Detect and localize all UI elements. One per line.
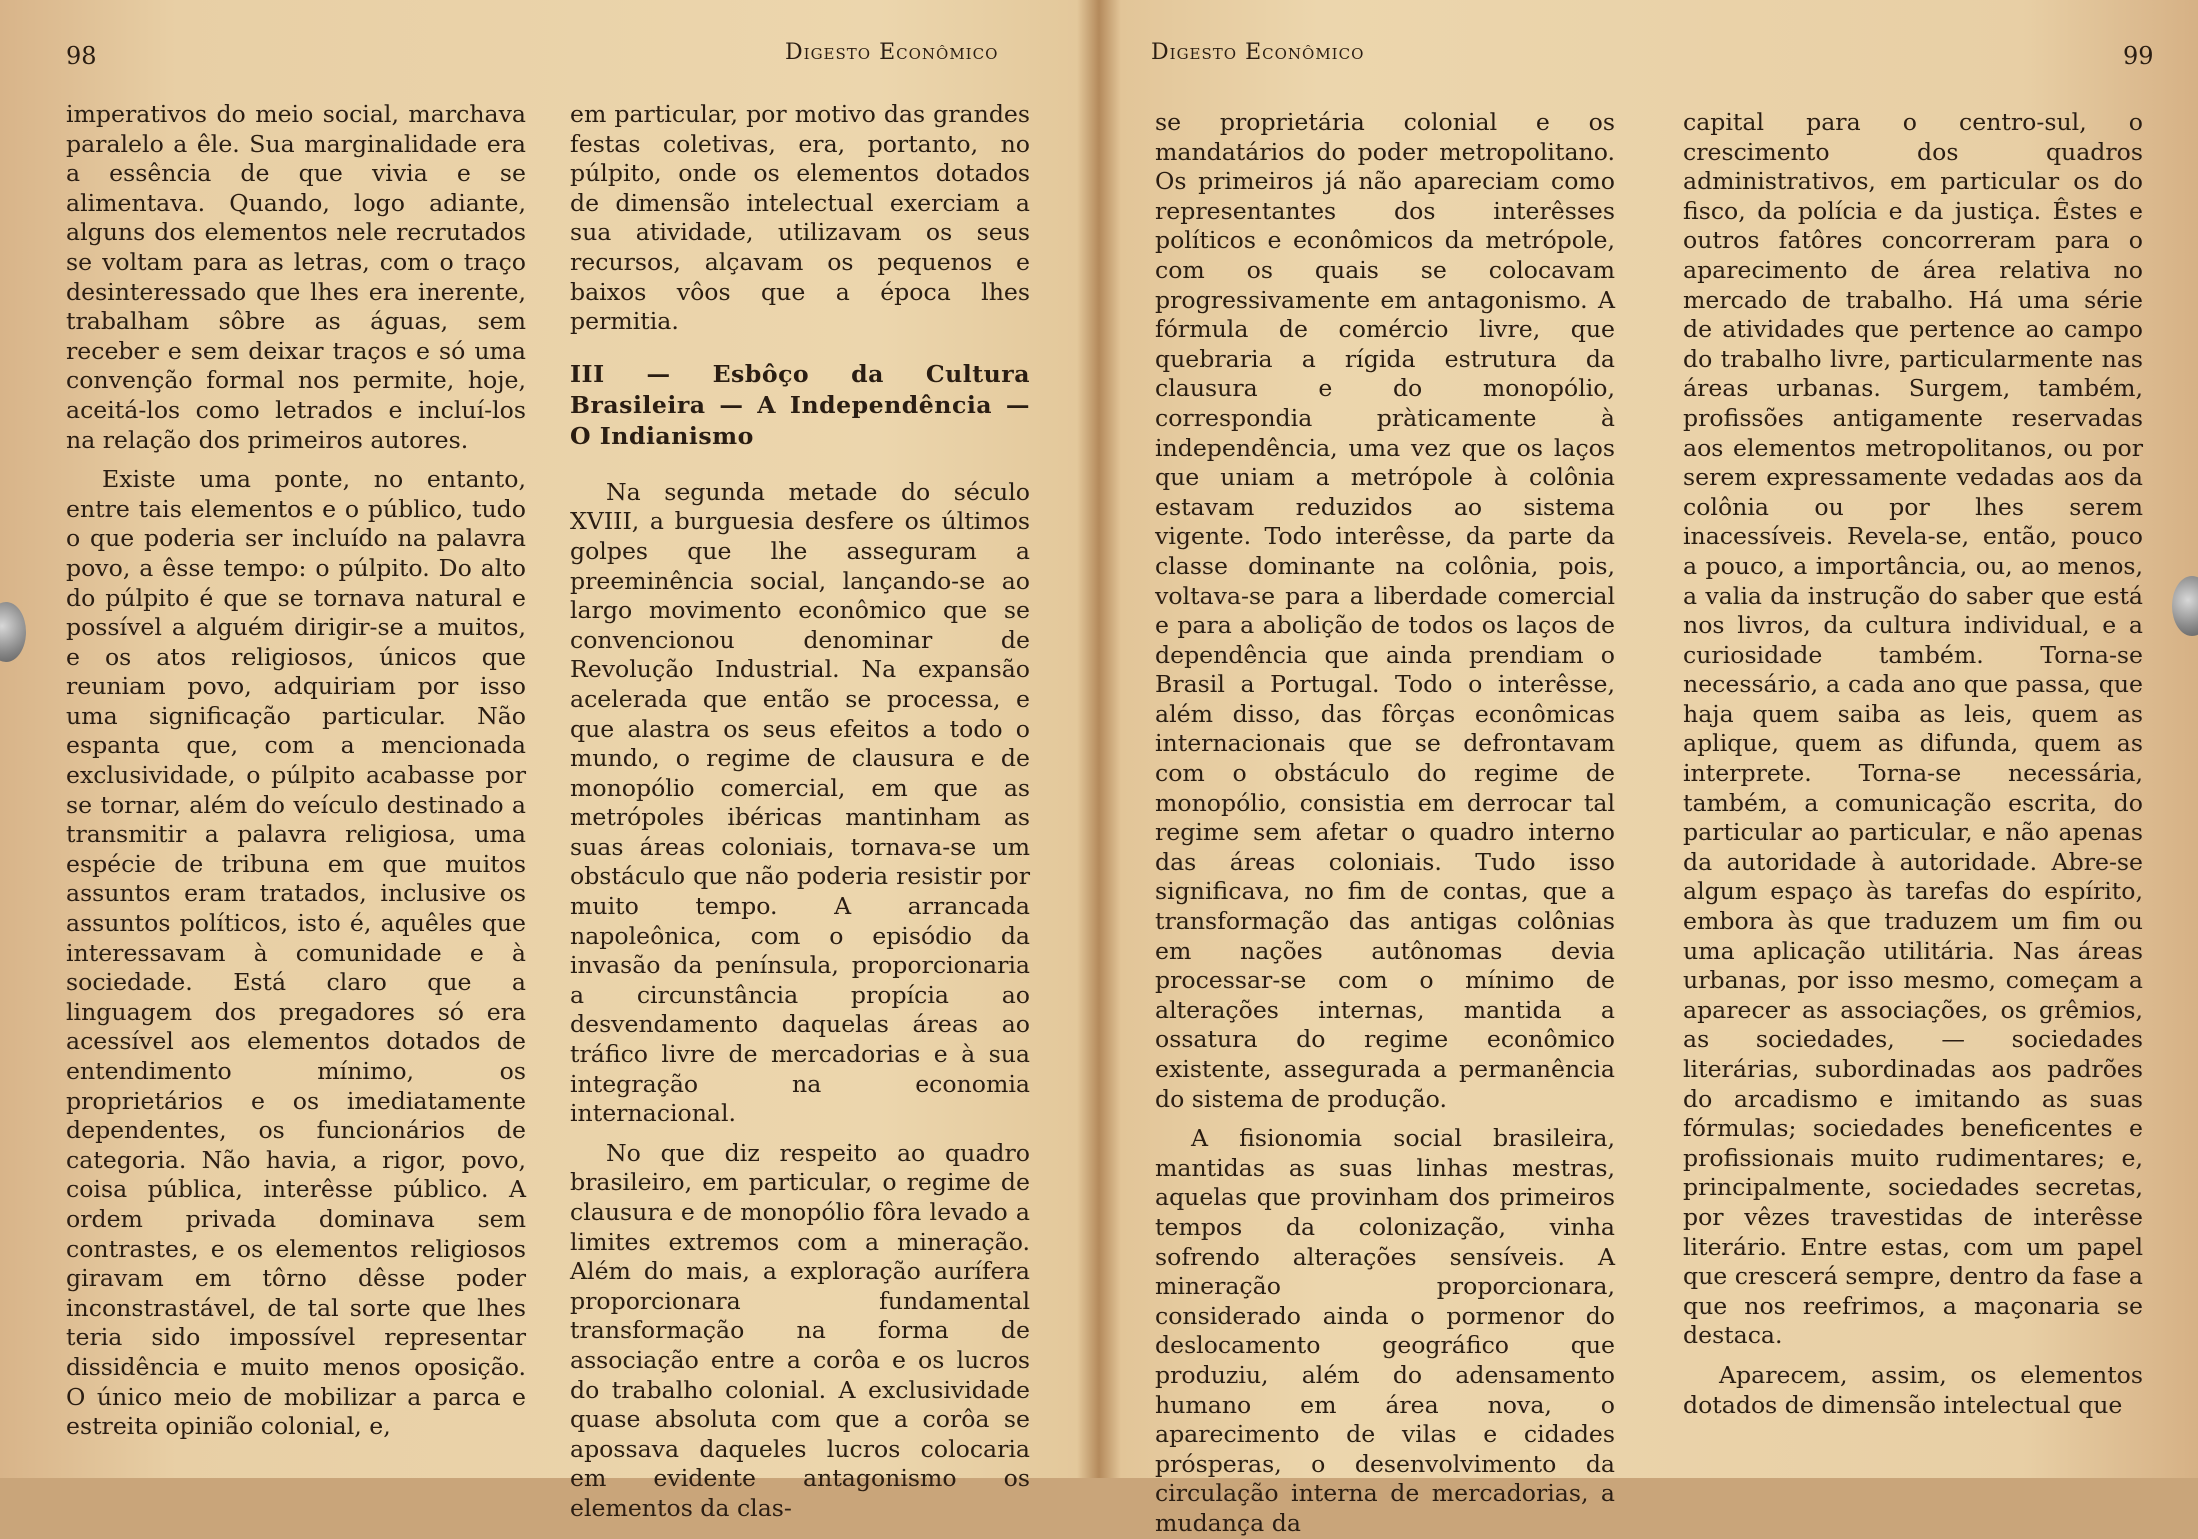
paragraph: imperativos do meio social, marchava paralelo a êle. Sua marginalidade era a essência de que vivia e se alimentava. Quando, logo adiante, alguns dos elementos nele recrutados se voltam para as letras, com o traço desinteressado que lhes era inerente, trabalham sôbre as águas, sem receber e sem deixar traços e só uma convenção formal nos permite, hoje, aceitá-los como letrados e incluí-los na relação dos primeiros autores. xyxy=(66,100,526,454)
binding-rivet-icon xyxy=(0,602,26,662)
right-page-column-2 xyxy=(1683,108,2143,1420)
left-page xyxy=(0,0,1099,1522)
left-page-column-2 xyxy=(570,100,1030,1524)
paragraph: Aparecem, assim, os elementos dotados de dimensão intelectual que xyxy=(1683,1360,2143,1419)
paragraph: em particular, por motivo das grandes festas coletivas, era, portanto, no púlpito, onde os elementos dotados de dimensão intelectual exerciam a sua atividade, utilizavam os seus recursos, alçavam os pequenos e baixos vôos que a época lhes permitia. xyxy=(570,100,1030,336)
paragraph: No que diz respeito ao quadro brasileiro, em particular, o regime de clausura e de monopólio fôra levado a limites extremos com a mineração. Além do mais, a exploração aurífera proporcionara fundamental transformação na forma de associação entre a corôa e os lucros do trabalho colonial. A exclusividade quase absoluta com que a corôa se apossava daqueles lucros colocaria em evidente antagonismo os elementos da clas- xyxy=(570,1138,1030,1522)
page-number: 98 xyxy=(66,42,97,70)
right-page xyxy=(1099,0,2198,1537)
right-page-column-1 xyxy=(1155,108,1615,1539)
section-heading: III — Esbôço da Cultura Brasileira — A Independência — O Indianismo xyxy=(570,359,1030,450)
paragraph: Existe uma ponte, no entanto, entre tais elementos e o público, tudo o que poderia ser incluído na palavra povo, a êsse tempo: o púlpito. Do alto do púlpito é que se tornava natural e possível a alguém dirigir-se a muitos, e os atos religiosos, únicos que reuniam povo, adquiriam por isso uma significação particular. Não espanta que, com a mencionada exclusividade, o púlpito acabasse por se tornar, além do veículo destinado a transmitir a palavra religiosa, uma espécie de tribuna em que muitos assuntos eram tratados, inclusive os assuntos políticos, isto é, aquêles que interessavam à comunidade e à sociedade. Está claro que a linguagem dos pregadores só era acessível aos elementos dotados de entendimento mínimo, os proprietários e os imediatamente dependentes, os funcionários de categoria. Não havia, a rigor, povo, coisa pública, interêsse público. A ordem privada dominava sem contrastes, e os elementos religiosos giravam em tôrno dêsse poder inconstrastável, de tal sorte que lhes teria sido impossível representar dissidência e muito menos oposição. O único meio de mobilizar a parca e estreita opinião colonial, e, xyxy=(66,465,526,1441)
page-number: 99 xyxy=(2123,42,2154,70)
left-page-column-1 xyxy=(66,100,526,1442)
paragraph: se proprietária colonial e os mandatários do poder metropolitano. Os primeiros já não apareciam como representantes dos interêsses políticos e econômicos da metrópole, com os quais se colocavam progressivamente em antagonismo. A fórmula de comércio livre, que quebraria a rígida estrutura da clausura e do monopólio, correspondia pràticamente à independência, uma vez que os laços que uniam a metrópole à colônia estavam reduzidos ao sistema vigente. Todo interêsse, da parte da classe dominante na colônia, pois, voltava-se para a liberdade comercial e para a abolição de todos os laços de dependência que ainda prendiam o Brasil a Portugal. Todo o interêsse, além disso, das fôrças econômicas internacionais que se defrontavam com o obstáculo do regime de monopólio, consistia em derrocar tal regime sem afetar o quadro interno das áreas coloniais. Tudo isso significava, no fim de contas, que a transformação das antigas colônias em nações autônomas devia processar-se com o mínimo de alterações internas, mantida a ossatura do regime econômico existente, assegurada a permanência do sistema de produção. xyxy=(1155,108,1615,1113)
running-header: Digesto Econômico xyxy=(785,40,999,65)
running-header: Digesto Econômico xyxy=(1151,40,1365,65)
paragraph: capital para o centro-sul, o crescimento dos quadros administrativos, em particular os do fisco, da polícia e da justiça. Êstes e outros fatôres concorreram para o aparecimento de área relativa no mercado de trabalho. Há uma série de atividades que pertence ao campo do trabalho livre, particularmente nas áreas urbanas. Surgem, também, profissões antigamente reservadas aos elementos metropolitanos, ou por serem expressamente vedadas aos da colônia ou por lhes serem inacessíveis. Revela-se, então, pouco a pouco, a importância, ou, ao menos, a valia da instrução do saber que está nos livros, da cultura individual, e a curiosidade também. Torna-se necessário, a cada ano que passa, que haja quem saiba as leis, quem as aplique, quem as difunda, quem as interprete. Torna-se necessária, também, a comunicação escrita, do particular ao particular, e não apenas da autoridade à autoridade. Abre-se algum espaço às tarefas do espírito, embora às que traduzem um fim ou uma aplicação utilitária. Nas áreas urbanas, por isso mesmo, começam a aparecer as associações, os grêmios, as sociedades, — sociedades literárias, subordinadas aos padrões do arcadismo e imitando as suas fórmulas; sociedades beneficentes e profissionais muito rudimentares; e, principalmente, sociedades secretas, por vêzes travestidas de interêsse literário. Entre estas, com um papel que crescerá sempre, dentro da fase a que nos reefrimos, a maçonaria se destaca. xyxy=(1683,108,2143,1350)
binding-rivet-icon xyxy=(2172,576,2198,636)
paragraph: Na segunda metade do século XVIII, a burguesia desfere os últimos golpes que lhe asseguram a preeminência social, lançando-se ao largo movimento econômico que se convencionou denominar de Revolução Industrial. Na expansão acelerada que então se processa, e que alastra os seus efeitos a todo o mundo, o regime de clausura e de monopólio comercial, em que as metrópoles ibéricas mantinham as suas áreas coloniais, tornava-se um obstáculo que não poderia resistir por muito tempo. A arrancada napoleônica, com o episódio da invasão da península, proporcionaria a circunstância propícia ao desvendamento daquelas áreas ao tráfico livre de mercadorias e à sua integração na economia internacional. xyxy=(570,477,1030,1128)
paragraph: A fisionomia social brasileira, mantidas as suas linhas mestras, aquelas que provinham dos primeiros tempos da colonização, vinha sofrendo alterações sensíveis. A mineração proporcionara, considerado ainda o pormenor do deslocamento geográfico que produziu, além do adensamento humano em área nova, o aparecimento de vilas e cidades prósperas, o desenvolvimento da circulação interna de mercadorias, a mudança da xyxy=(1155,1124,1615,1537)
